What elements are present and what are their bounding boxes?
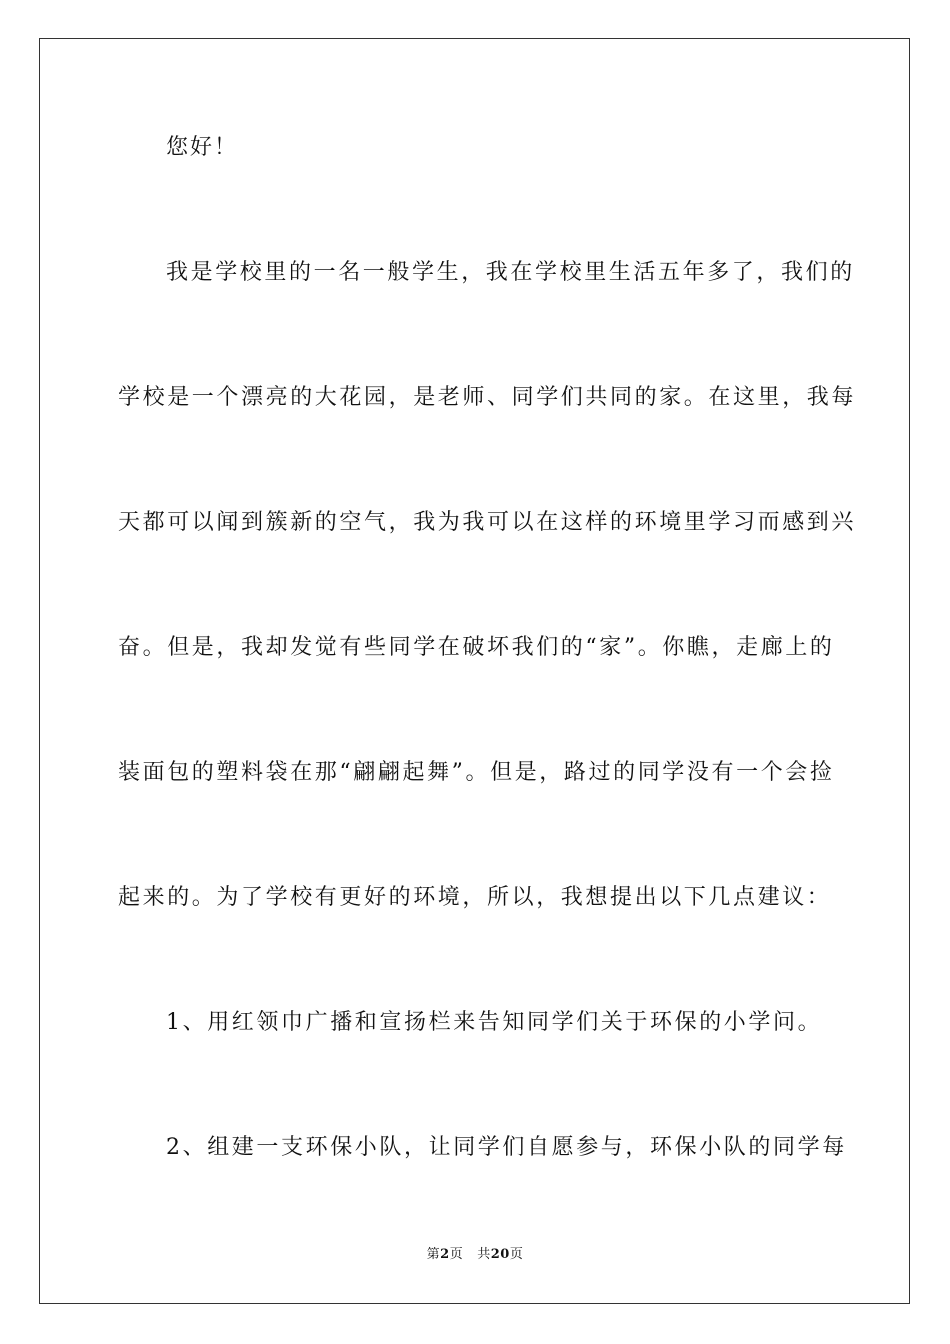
total-suffix: 页: [509, 1247, 524, 1262]
suggestion-2: 2、组建一支环保小队，让同学们自愿参与，环保小队的同学每: [166, 1135, 847, 1160]
page-border: [39, 38, 910, 1304]
total-pages: 20: [490, 1247, 510, 1262]
page-prefix: 第: [426, 1247, 441, 1262]
body-line-2: 学校是一个漂亮的大花园，是老师、同学们共同的家。在这里，我每: [118, 385, 857, 410]
total-prefix: 共: [477, 1247, 491, 1262]
body-line-6: 起来的。为了学校有更好的环境，所以，我想提出以下几点建议：: [118, 885, 832, 910]
page-number: 2: [440, 1247, 450, 1262]
body-line-4: 奋。但是，我却发觉有些同学在破坏我们的“家”。你瞧，走廊上的: [118, 635, 835, 660]
suggestion-1: 1、用红领巾广播和宣扬栏来告知同学们关于环保的小学问。: [166, 1010, 823, 1035]
body-line-1: 我是学校里的一名一般学生，我在学校里生活五年多了，我们的: [166, 260, 855, 285]
page-suffix: 页: [449, 1247, 464, 1262]
body-line-3: 天都可以闻到簇新的空气，我为我可以在这样的环境里学习而感到兴: [118, 510, 857, 535]
body-line-5: 装面包的塑料袋在那“翩翩起舞”。但是，路过的同学没有一个会捡: [118, 760, 835, 785]
page-footer: [0, 1246, 950, 1264]
salutation: 您好！: [166, 135, 239, 160]
